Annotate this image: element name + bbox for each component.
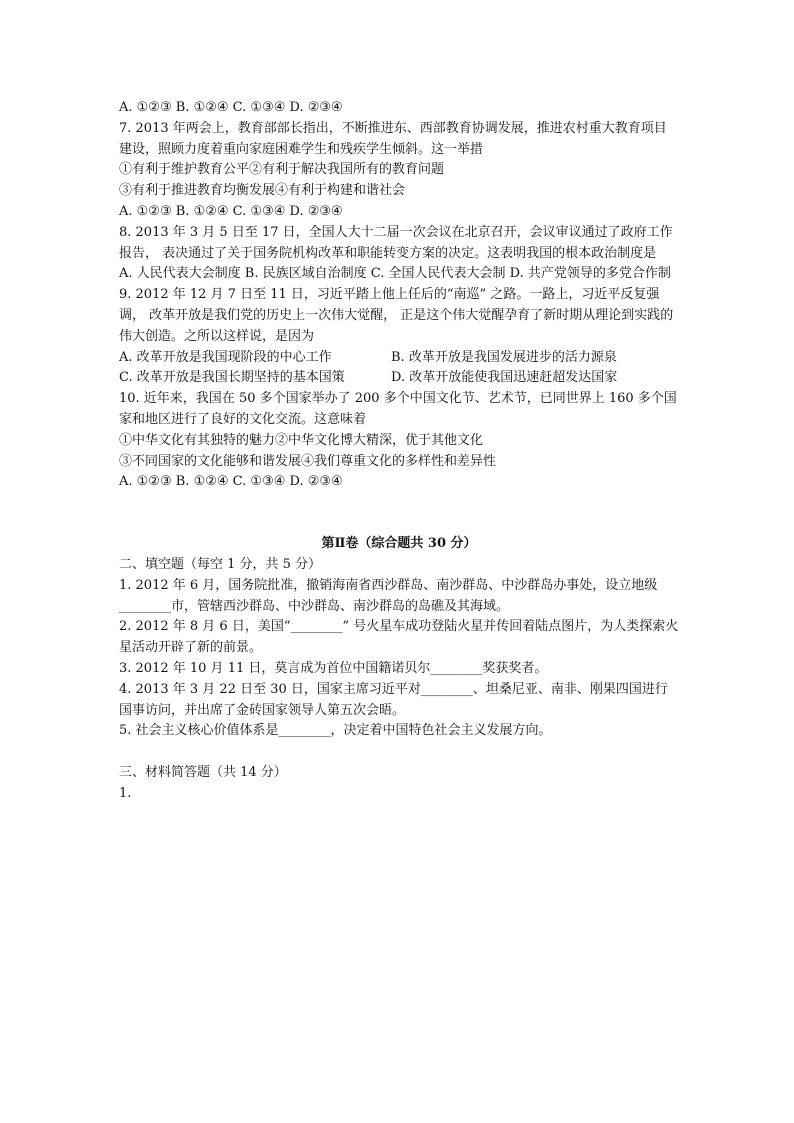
- q9-option-c: C. 改革开放是我国长期坚持的基本国策: [119, 370, 345, 386]
- q10-stem: 10. 近年来，我国在 50 多个国家举办了 200 多个中国文化节、艺术节，已同世界上 160 多个国家和地区进行了良好的文化交流。这意味着: [119, 391, 677, 427]
- q10-options: A. ①②③ B. ①②④ C. ①③④ D. ②③④: [119, 474, 343, 490]
- exam-page: [119, 98, 679, 805]
- q8-stem: 8. 2013 年 3 月 5 日至 17 日，全国人大十二届一次会议在北京召开，会议审议通过了政府工作报告， 表决通过了关于国务院机构改革和职能转变方案的决定。这表明我国的根本政治制度是: [119, 224, 673, 261]
- q9-stem: 9. 2012 年 12 月 7 日至 11 日，习近平踏上他上任后的“南巡” 之路。一路上，习近平反复强调， 改革开放是我们党的历史上一次伟大觉醒， 正是这个伟大觉醒孕育了新时期从理论到实践的伟大创造。之所以这样说，是因为: [119, 287, 674, 344]
- part2-title: 第Ⅱ卷（综合题共 30 分）: [321, 536, 477, 552]
- q7-statement-2: ③有利于推进教育均衡发展④有利于构建和谐社会: [119, 183, 406, 199]
- q6-options: A. ①②③ B. ①②④ C. ①③④ D. ②③④: [119, 100, 343, 115]
- q10-statement-1: ①中华文化有其独特的魅力②中华文化博大精深，优于其他文化: [119, 432, 484, 448]
- q7-statement-1: ①有利于维护教育公平②有利于解决我国所有的教育问题: [119, 162, 445, 178]
- fill-heading: 二、填空题（每空 1 分，共 5 分）: [119, 556, 322, 572]
- fill-question-4: 4. 2013 年 3 月 22 日至 30 日，国家主席习近平对________、坦桑尼亚、南非、刚果四国进行国事访问，并出席了金砖国家领导人第五次会晤。: [119, 681, 668, 718]
- q9-option-b: B. 改革开放是我国发展进步的活力源泉: [391, 349, 617, 365]
- q9-options-row-2: [119, 368, 679, 389]
- fill-question-2: 2. 2012 年 8 月 6 日，美国“________” 号火星车成功登陆火星并传回着陆点图片，为人类探索火星活动开辟了新的前景。: [119, 619, 679, 656]
- fill-question-3: 3. 2012 年 10 月 11 日，莫言成为首位中国籍诺贝尔________奖获奖者。: [119, 660, 548, 676]
- q8-options: A. 人民代表大会制度 B. 民族区域自治制度 C. 全国人民代表大会制 D. 共产党领导的多党合作制: [119, 266, 671, 282]
- material-heading: 三、材料简答题（共 14 分）: [119, 765, 287, 781]
- q10-statement-2: ③不同国家的文化能够和谐发展④我们尊重文化的多样性和差异性: [119, 453, 497, 469]
- fill-question-5: 5. 社会主义核心价值体系是________，决定着中国特色社会主义发展方向。: [119, 723, 552, 739]
- fill-question-1: 1. 2012 年 6 月，国务院批准，撤销海南省西沙群岛、南沙群岛、中沙群岛办事处，设立地级________市，管辖西沙群岛、中沙群岛、南沙群岛的岛礁及其海域。: [119, 577, 658, 614]
- q7-stem: 7. 2013 年两会上，教育部部长指出，不断推进东、西部教育协调发展，推进农村重大教育项目建设，照顾力度着重向家庭困难学生和残疾学生倾斜。这一举措: [119, 120, 667, 157]
- material-question-1: 1.: [119, 785, 132, 801]
- q7-options: A. ①②③ B. ①②④ C. ①③④ D. ②③④: [119, 203, 343, 219]
- q9-options-row-1: [119, 348, 679, 369]
- q9-option-d: D. 改革开放能使我国迅速赶超发达国家: [391, 370, 618, 386]
- q9-option-a: A. 改革开放是我国现阶段的中心工作: [119, 349, 332, 365]
